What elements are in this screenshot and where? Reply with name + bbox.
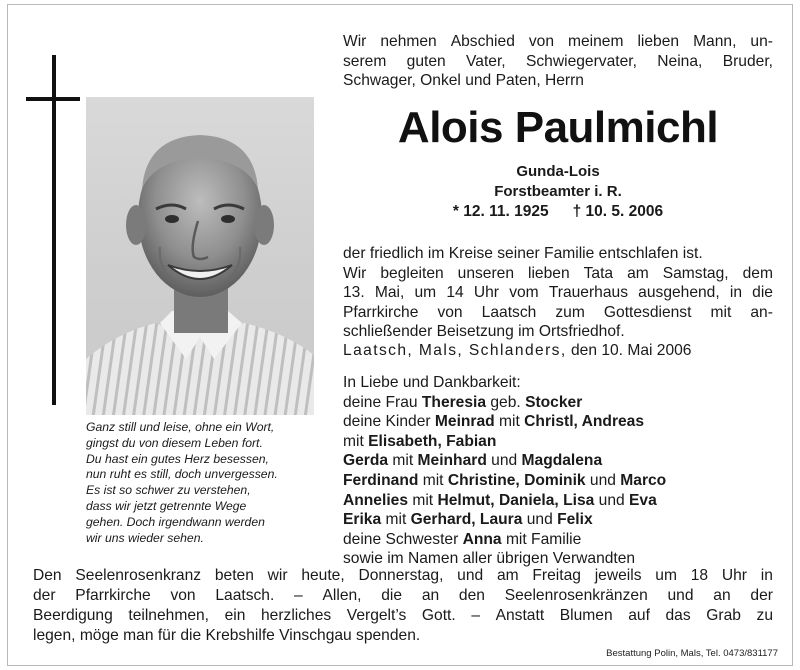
word: dem — [742, 264, 773, 282]
word: unseren — [457, 264, 515, 282]
bottom-line: Beerdigung teilnehmen, ein herzliches Vergelt’s Gott. – Anstatt Blumen auf das Grab zu — [33, 607, 773, 624]
word: Abschied — [450, 33, 515, 50]
family-line: Erika mit Gerhard, Laura und Felix — [343, 511, 593, 529]
word: Mann, — [693, 33, 737, 50]
word: Neina, — [657, 52, 703, 70]
word: Gottesdienst — [603, 303, 692, 321]
body-line — [343, 322, 773, 342]
word: Laatsch — [481, 303, 537, 321]
family-list — [343, 373, 783, 569]
places: Laatsch, Mals, Schlanders, — [343, 342, 567, 359]
word: Samstag, — [662, 264, 729, 282]
body-line — [343, 264, 773, 284]
word: meinem — [568, 33, 624, 50]
deceased-profession: Forstbeamter i. R. — [494, 183, 622, 200]
family-line: sowie im Namen aller übrigen Verwandten — [343, 550, 636, 568]
word: Uhr — [473, 284, 500, 302]
cross-icon — [52, 55, 56, 405]
intro-line — [343, 52, 773, 72]
family-line: Annelies mit Helmut, Daniela, Lisa und Eva — [343, 491, 657, 509]
deceased-name: Alois Paulmichl — [397, 103, 719, 152]
family-line: In Liebe und Dankbarkeit: — [343, 374, 521, 391]
poem-line: nun ruht es still, doch unvergessen. — [86, 467, 278, 482]
intro-text — [343, 32, 773, 91]
intro-line — [343, 32, 773, 52]
deceased-nickname: Gunda-Lois — [516, 163, 600, 180]
word: vom — [509, 284, 539, 302]
family-line: deine Schwester Anna mit Familie — [343, 530, 582, 548]
word: ausgehend, — [638, 284, 720, 302]
body-line — [343, 244, 773, 264]
word: nehmen — [380, 33, 437, 50]
life-dates — [343, 203, 773, 221]
word: die — [752, 284, 773, 302]
word: Schwager, Onkel und Paten, Herrn — [343, 72, 584, 90]
word: 14 — [446, 284, 464, 302]
funeral-home-credit: Bestattung Polin, Mals, Tel. 0473/831177 — [606, 648, 778, 659]
word: guten — [406, 52, 446, 70]
birth-date: * 12. 11. 1925 — [452, 203, 549, 220]
word: an- — [750, 303, 773, 321]
intro-line — [343, 71, 773, 91]
word: Wir — [343, 33, 367, 50]
word: mit — [710, 303, 732, 321]
notice-date: den 10. Mai 2006 — [570, 342, 692, 359]
word: von — [528, 33, 555, 50]
family-line: deine Kinder Meinrad mit Christl, Andreas — [343, 413, 645, 431]
cross-icon-bar — [26, 97, 80, 101]
bottom-line: legen, möge man für die Krebshilfe Vinschgau spenden. — [33, 627, 421, 644]
portrait-photo — [86, 97, 314, 415]
word: Tata — [583, 264, 614, 282]
word: von — [437, 303, 463, 321]
portrait-illustration — [86, 97, 314, 415]
word: Wir — [343, 264, 367, 282]
family-line: deine Frau Theresia geb. Stocker — [343, 393, 583, 411]
family-line: Gerda mit Meinhard und Magdalena — [343, 452, 603, 470]
word: um — [414, 284, 437, 302]
word: Trauerhaus — [548, 284, 628, 302]
family-line: Ferdinand mit Christine, Dominik und Marco — [343, 471, 667, 489]
word: in — [729, 284, 742, 302]
place-date — [343, 341, 773, 361]
word: un- — [750, 33, 773, 50]
word: der friedlich im Kreise seiner Familie entschlafen ist. — [343, 245, 703, 262]
word: begleiten — [380, 264, 444, 282]
poem-line: Ganz still und leise, ohne ein Wort, — [86, 420, 275, 434]
word: 13. — [343, 284, 365, 302]
word: Vater, — [466, 52, 506, 70]
body-line — [343, 303, 773, 323]
poem-line: gehen. Doch irgendwann werden — [86, 514, 265, 529]
word: lieben — [528, 264, 570, 282]
word: lieben — [637, 33, 680, 50]
poem-line: gingst du von diesem Leben fort. — [86, 435, 263, 450]
memorial-poem — [86, 420, 322, 546]
funeral-text — [343, 244, 773, 342]
body-line — [343, 283, 773, 303]
word: schließender Beisetzung im Ortsfriedhof. — [343, 323, 625, 341]
poem-line: Es ist so schwer zu verstehen, — [86, 483, 251, 498]
word: am — [627, 264, 649, 282]
word: zum — [555, 303, 585, 321]
death-date: † 10. 5. 2006 — [572, 203, 664, 220]
word: Bruder, — [722, 52, 773, 70]
family-line: mit Elisabeth, Fabian — [343, 432, 497, 450]
place-date-line — [343, 341, 773, 361]
word: Mai, — [374, 284, 405, 302]
poem-line: dass wir jetzt getrennte Wege — [86, 498, 247, 513]
word: Pfarrkirche — [343, 303, 419, 321]
bottom-line: der Pfarrkirche von Laatsch. – Allen, die an den Seelenrosenkränzen und an der — [33, 587, 773, 604]
word: serem — [343, 52, 387, 70]
bottom-line: Den Seelenrosenkranz beten wir heute, Donnerstag, und am Freitag jeweils um 18 Uhr in — [33, 567, 773, 584]
poem-line: wir uns wieder sehen. — [86, 530, 204, 545]
poem-line: Du hast ein gutes Herz besessen, — [86, 451, 269, 466]
rosary-notice — [33, 566, 773, 646]
word: Schwiegervater, — [525, 52, 637, 70]
